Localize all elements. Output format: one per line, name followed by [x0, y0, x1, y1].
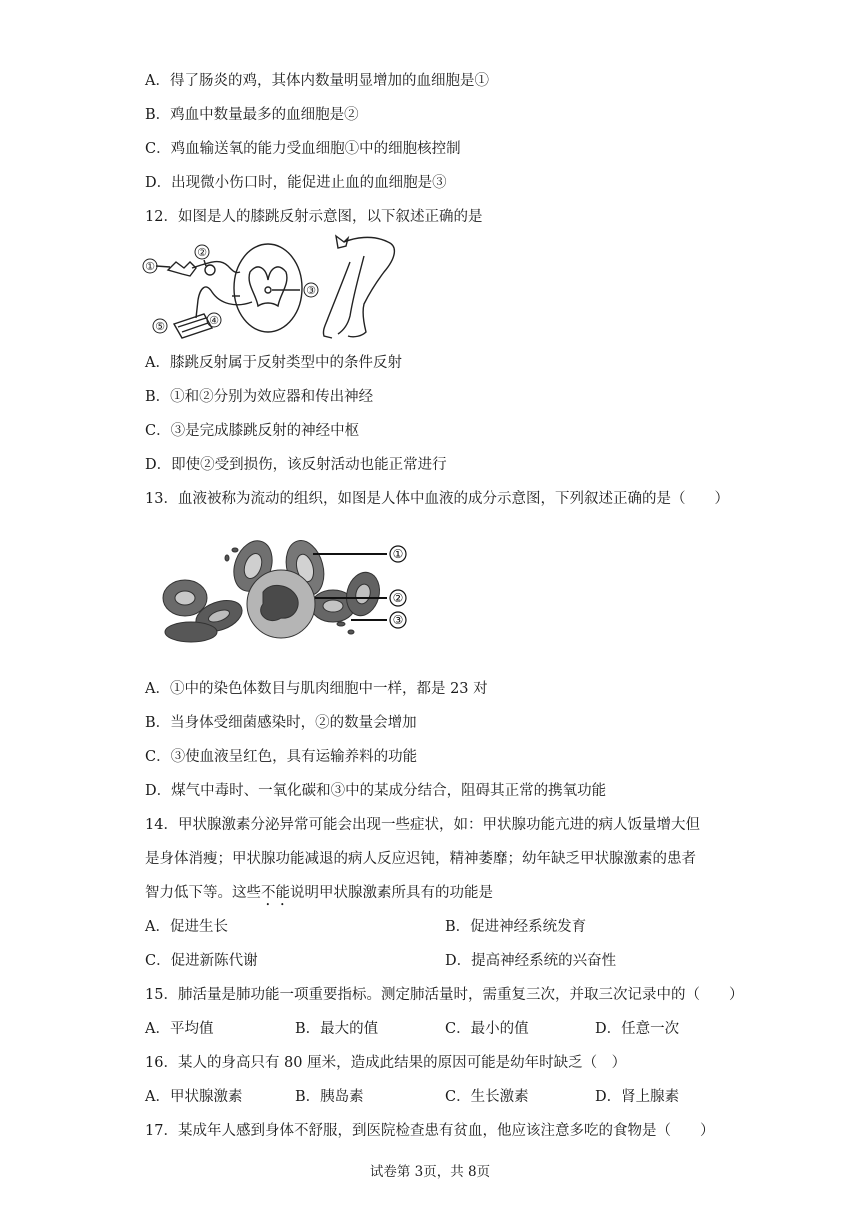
q15-option-c: C．最小的值 — [445, 1021, 529, 1037]
q15-stem: 15．肺活量是肺功能一项重要指标。测定肺活量时，需重复三次，并取三次记录中的（ ） — [145, 987, 744, 1003]
q14-option-c: C．促进新陈代谢 — [145, 953, 258, 969]
fig13-label-1: ① — [392, 547, 404, 561]
q15-option-d: D．任意一次 — [595, 1021, 680, 1037]
q14-emphasis: 不能 — [261, 885, 290, 901]
q16-option-b: B．胰岛素 — [295, 1089, 364, 1105]
q15-option-b: B．最大的值 — [295, 1021, 379, 1037]
q12-stem: 12．如图是人的膝跳反射示意图，以下叙述正确的是 — [145, 209, 483, 225]
q14-line3-pre: 智力低下等。这些 — [145, 885, 261, 901]
fig13-label-2: ② — [392, 591, 404, 605]
q11-option-d: D．出现微小伤口时，能促进止血的血细胞是③ — [145, 175, 447, 191]
q16-stem: 16．某人的身高只有 80 厘米，造成此结果的原因可能是幼年时缺乏（ ） — [145, 1055, 627, 1071]
fig12-label-5: ⑤ — [155, 320, 165, 333]
q13-stem: 13．血液被称为流动的组织，如图是人体中血液的成分示意图，下列叙述正确的是（ ） — [145, 491, 729, 507]
q13-option-b: B．当身体受细菌感染时，②的数量会增加 — [145, 715, 417, 731]
fig12-label-1: ① — [145, 260, 155, 273]
q14-stem-line2: 是身体消瘦；甲状腺功能减退的病人反应迟钝，精神萎靡；幼年缺乏甲状腺激素的患者 — [145, 851, 696, 867]
q15-option-a: A．平均值 — [145, 1021, 214, 1037]
fig13-label-3: ③ — [392, 613, 404, 627]
q14-option-a: A．促进生长 — [145, 919, 228, 935]
q12-option-c: C．③是完成膝跳反射的神经中枢 — [145, 423, 360, 439]
q11-option-c: C．鸡血输送氧的能力受血细胞①中的细胞核控制 — [145, 141, 461, 157]
fig12-label-3: ③ — [306, 284, 316, 297]
q14-line3-post: 说明甲状腺激素所具有的功能是 — [290, 885, 493, 901]
q11-option-a: A．得了肠炎的鸡，其体内数量明显增加的血细胞是① — [145, 73, 489, 89]
page-footer: 试卷第 3页，共 8页 — [369, 1164, 491, 1180]
receptor-shape — [168, 262, 196, 276]
q14-option-d: D．提高神经系统的兴奋性 — [445, 953, 617, 969]
q17-stem: 17．某成年人感到身体不舒服，到医院检查患有贫血，他应该注意多吃的食物是（ ） — [145, 1123, 715, 1139]
fig12-label-4: ④ — [209, 314, 219, 327]
q12-option-a: A．膝跳反射属于反射类型中的条件反射 — [145, 355, 402, 371]
blood-components-figure — [155, 528, 415, 648]
q11-option-b: B．鸡血中数量最多的血细胞是② — [145, 107, 359, 123]
knee-reflex-figure — [140, 232, 420, 348]
q12-option-d: D．即使②受到损伤，该反射活动也能正常进行 — [145, 457, 447, 473]
q16-option-c: C．生长激素 — [445, 1089, 529, 1105]
q16-option-a: A．甲状腺激素 — [145, 1089, 243, 1105]
q14-stem-line3 — [145, 883, 493, 909]
q14-option-b: B．促进神经系统发育 — [445, 919, 587, 935]
q13-option-a: A．①中的染色体数目与肌肉细胞中一样，都是 23 对 — [145, 681, 488, 697]
q14-stem-line1: 14．甲状腺激素分泌异常可能会出现一些症状，如：甲状腺功能亢进的病人饭量增大但 — [145, 817, 700, 833]
fig12-label-2: ② — [197, 246, 207, 259]
q16-option-d: D．肾上腺素 — [595, 1089, 680, 1105]
q13-option-c: C．③使血液呈红色，具有运输养料的功能 — [145, 749, 418, 765]
q13-option-d: D．煤气中毒时、一氧化碳和③中的某成分结合，阻碍其正常的携氧功能 — [145, 783, 607, 799]
q12-option-b: B．①和②分别为效应器和传出神经 — [145, 389, 374, 405]
